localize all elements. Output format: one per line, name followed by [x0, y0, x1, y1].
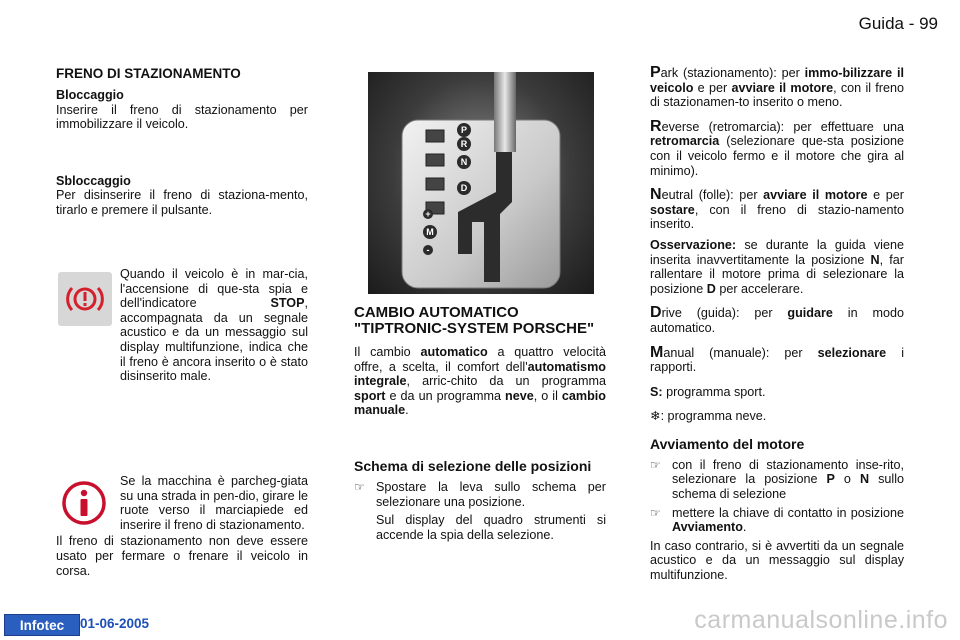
unlock-heading: Sbloccaggio — [56, 173, 131, 188]
bullet-hand-icon: ☞ — [354, 479, 365, 494]
engine-start-title: Avviamento del motore — [650, 435, 805, 452]
lock-text: Inserire il freno di stazionamento per immobilizzare il veicolo. — [56, 102, 308, 132]
engine-start-footnote: In caso contrario, si è avvertiti da un segnale acustico e da un messaggio sul display multifunzione. — [650, 538, 904, 583]
lock-heading: Bloccaggio — [56, 88, 124, 102]
section-title-parking-brake: FRENO DI STAZIONAMENTO — [56, 66, 241, 81]
sport-description: S: programma sport. — [650, 384, 766, 399]
list-item: ☞ Spostare la leva sullo schema per selezionare una posizione. Sul display del quadro strumenti si accende la spia della selezione. — [354, 479, 606, 542]
gear-label-d: D — [460, 183, 468, 193]
manual-description: Manual (manuale): per selezionare i rapporti. — [650, 343, 904, 375]
reverse-description: Reverse (retromarcia): per effettuare una retromarcia (selezionare que-sta posizione con il veicolo fermo e il motore che gira al minimo). — [650, 117, 904, 178]
gearbox-intro: Il cambio automatico a quattro velocità offre, a scelta, il comfort dell'automatismo integrale, arric-chito da un programma sport e da un programma neve, o il cambio manuale. — [354, 345, 606, 418]
unlock-text: Per disinserire il freno di staziona-mento, tirarlo e premere il pulsante. — [56, 188, 308, 217]
gear-label-m: M — [426, 227, 434, 237]
left-column — [56, 66, 308, 218]
park-description: Park (stazionamento): per immo-bilizzare il veicolo e per avviare il motore, con il freno di stazionamen-to inserito o meno. — [650, 64, 905, 110]
gear-label-plus: + — [425, 209, 431, 219]
middle-column — [354, 305, 606, 542]
watermark: carmanualsonline.info — [694, 606, 948, 634]
print-date: 01-06-2005 — [80, 616, 150, 631]
drive-description: Drive (guida): per guidare in modo automatico. — [650, 304, 904, 335]
snow-description: ❄: programma neve. — [650, 409, 767, 424]
infotec-logo: Infotec — [4, 614, 80, 636]
observation-note: Osservazione: se durante la guida viene inserita inavvertitamente la posizione N, far rallentare il motore prima di selezionare la posizione D per accelerare. — [650, 237, 904, 296]
page-number: Guida - 99 — [858, 14, 938, 33]
list-item: ☞ con il freno di stazionamento inse-rito, selezionare la posizione P o N sullo schema di selezione — [650, 457, 905, 502]
gear-label-minus: - — [426, 245, 430, 255]
snowflake-icon: ❄ — [650, 409, 661, 424]
brake-warning-note: Quando il veicolo è in mar-cia, l'accensione di que-sta spia e dell'indicatore STOP, accompagnata da un segnale acustico e da un messaggio sul display multifunzione, indica che il freno è ancora inserito o è stato disinserito male. — [120, 267, 308, 384]
bullet-hand-icon: ☞ — [650, 505, 661, 520]
bullet-hand-icon: ☞ — [650, 457, 661, 472]
gear-label-p: P — [460, 125, 468, 135]
parking-slope-note: Se la macchina è parcheg-giata su una strada in pen-dio, girare le ruote verso il marciapiede ed inserire il freno di stazionamento. Il freno di stazionamento non deve essere usato per fermare o frenare il veicolo in corsa. — [56, 474, 308, 578]
section-title-automatic-gearbox: CAMBIO AUTOMATICO "TIPTRONIC-SYSTEM PORSCHE" — [354, 304, 595, 337]
neutral-description: Neutral (folle): per avviare il motore e per sostare, con il freno di stazio-namento inserito. — [650, 186, 904, 232]
schema-title: Schema di selezione delle posizioni — [354, 457, 592, 474]
list-item: ☞ mettere la chiave di contatto in posizione Avviamento. — [650, 505, 904, 535]
gear-label-r: R — [460, 139, 468, 149]
right-column — [650, 66, 904, 583]
gear-selector-photo — [368, 72, 594, 294]
gear-label-n: N — [460, 157, 468, 167]
